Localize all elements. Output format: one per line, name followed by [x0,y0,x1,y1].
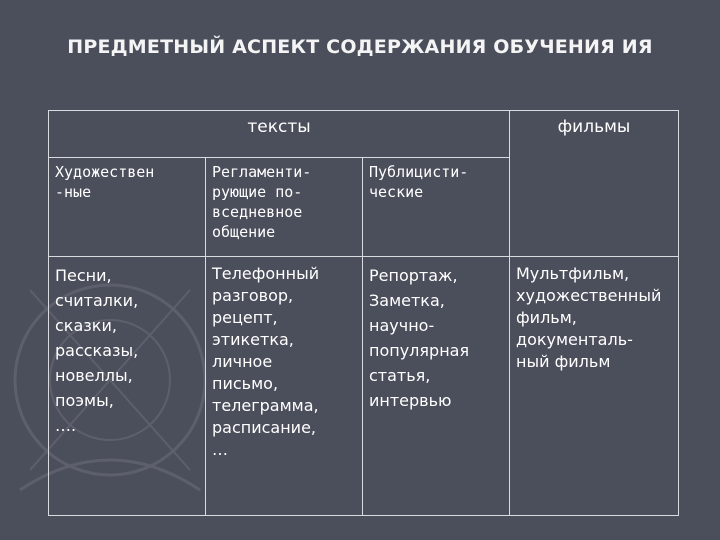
cell-regulating: Телефонный разговор, рецепт, этикетка, личное письмо, телеграмма, расписание, … [206,257,363,516]
slide-title: ПРЕДМЕТНЫЙ АСПЕКТ СОДЕРЖАНИЯ ОБУЧЕНИЯ ИЯ [67,36,653,58]
content-table [48,110,679,516]
cell-artistic: Песни, считалки, сказки, рассказы, новеллы, поэмы, …. [49,257,206,516]
header-texts: тексты [49,111,510,158]
subheader-publicistic: Публицисти- ческие [363,158,510,257]
header-row [49,111,679,158]
subheader-regulating: Регламенти- рующие по- вседневное общение [206,158,363,257]
cell-publicistic: Репортаж, Заметка, научно- популярная статья, интервью [363,257,510,516]
content-row [49,257,679,516]
cell-films: Мультфильм, художественный фильм, документаль- ный фильм [510,257,679,516]
header-films: фильмы [510,111,679,257]
subheader-artistic: Художествен -ные [49,158,206,257]
